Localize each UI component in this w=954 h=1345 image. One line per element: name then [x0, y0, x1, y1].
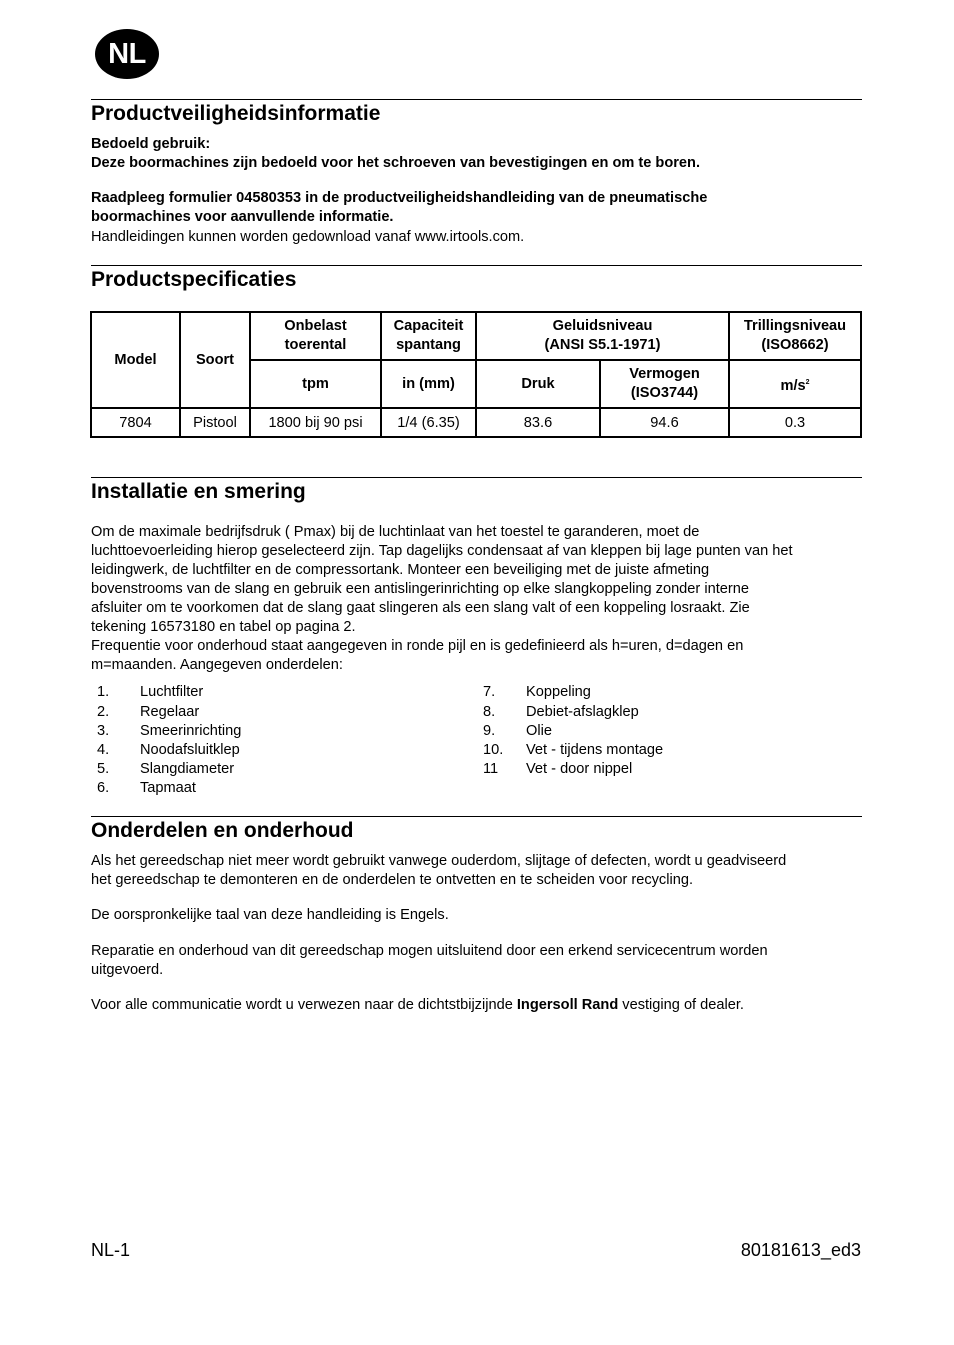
header-chuck: [381, 312, 476, 360]
list-item: Debiet-afslagklep: [526, 704, 639, 720]
unit-ms-text: m/s: [780, 377, 806, 394]
header-vibration-l1: Trillingsniveau: [743, 318, 847, 334]
list-item: Noodafsluitklep: [140, 742, 240, 758]
header-sound-l1: Geluidsniveau: [552, 318, 653, 334]
unit-power-l2: (ISO3744): [630, 385, 699, 401]
list-item: Vet - tijdens montage: [526, 742, 664, 758]
list-item-number: 8.: [483, 704, 496, 720]
language-badge: NL: [95, 29, 159, 79]
list-item: Olie: [526, 723, 552, 739]
header-free-speed: [250, 312, 381, 360]
header-chuck-l2: spantang: [396, 337, 461, 353]
unit-pressure: Druk: [476, 360, 600, 408]
spec-table: [90, 311, 862, 438]
unit-ms: [729, 360, 861, 408]
intended-use-text: Deze boormachines zijn bedoeld voor het schroeven van bevestigingen en om te boren.: [91, 155, 701, 171]
parts-paragraph-1-line-1: Als het gereedschap niet meer wordt gebruikt vanwege ouderdom, slijtage of defecten, wordt u geadviseerd: [91, 853, 787, 869]
cell-model: 7804: [91, 408, 180, 437]
install-text-line: afsluiter om te voorkomen dat de slang gaat slingeren als een slang valt of een koppeling losraakt. Zie: [91, 600, 750, 616]
download-note: Handleidingen kunnen worden gedownload vanaf www.irtools.com.: [91, 229, 525, 245]
install-text-line: Om de maximale bedrijfsdruk ( Pmax) bij de luchtinlaat van het toestel te garanderen, moet de: [91, 524, 700, 540]
list-item: Tapmaat: [140, 780, 196, 796]
parts-paragraph-1-line-2: het gereedschap te demonteren en de onderdelen te ontvetten en te scheiden voor recycling.: [91, 872, 693, 888]
brand-name: Ingersoll Rand: [516, 997, 619, 1013]
list-item: Regelaar: [140, 704, 200, 720]
header-vibration-l2: (ISO8662): [761, 337, 829, 353]
page-number: NL-1: [91, 1240, 131, 1260]
list-item-number: 10.: [483, 742, 504, 758]
parts-paragraph-4-post: vestiging of dealer.: [618, 997, 744, 1013]
list-item-number: 11: [483, 761, 499, 777]
cell-power: 94.6: [600, 408, 729, 437]
section-divider: [91, 99, 862, 100]
parts-paragraph-3-line-2: uitgevoerd.: [91, 962, 164, 978]
list-item-number: 4.: [97, 742, 110, 758]
cell-speed: 1800 bij 90 psi: [250, 408, 381, 437]
table-row: [91, 408, 861, 437]
header-free-speed-l2: toerental: [284, 337, 347, 353]
unit-power-l1: Vermogen: [629, 366, 700, 382]
cell-pressure: 83.6: [476, 408, 600, 437]
section-title-install: Installatie en smering: [91, 480, 306, 503]
section-divider: [91, 816, 862, 817]
header-sound-l2: (ANSI S5.1-1971): [544, 337, 661, 353]
list-item-number: 5.: [97, 761, 110, 777]
header-chuck-l1: Capaciteit: [393, 318, 464, 334]
install-text-line: luchttoevoerleiding hierop geselecteerd zijn. Tap dagelijks condensaat af van kleppen bij lage punten van het: [91, 543, 793, 559]
section-divider: [91, 265, 862, 266]
install-text-line: leidingwerk, de luchtfilter en de compressortank. Monteer een beveiliging met de juiste afmeting: [91, 562, 710, 578]
intended-use-label: Bedoeld gebruik:: [91, 136, 211, 152]
header-type: Soort: [180, 312, 250, 408]
header-free-speed-l1: Onbelast: [284, 318, 347, 334]
list-item: Vet - door nippel: [526, 761, 633, 777]
section-title-parts: Onderdelen en onderhoud: [91, 819, 354, 842]
section-divider: [91, 477, 862, 478]
list-item-number: 9.: [483, 723, 496, 739]
unit-rpm: tpm: [250, 360, 381, 408]
install-text-line: bovenstrooms van de slang en gebruik een antislingerinrichting op elke slangkoppeling zonder interne: [91, 581, 749, 597]
header-model: Model: [91, 312, 180, 408]
parts-paragraph-3-line-1: Reparatie en onderhoud van dit gereedschap mogen uitsluitend door een erkend servicecentrum worden: [91, 943, 768, 959]
cell-chuck: 1/4 (6.35): [381, 408, 476, 437]
header-sound: [476, 312, 729, 360]
parts-paragraph-4-pre: Voor alle communicatie wordt u verwezen naar de dichtstbijzijnde: [91, 997, 517, 1013]
install-text-line: Frequentie voor onderhoud staat aangegeven in ronde pijl en is gedefinieerd als h=uren, d=dagen en: [91, 638, 744, 654]
refer-line-2: boormachines voor aanvullende informatie.: [91, 209, 394, 225]
list-item-number: 3.: [97, 723, 110, 739]
header-vibration: [729, 312, 861, 360]
refer-line-1: Raadpleeg formulier 04580353 in de productveiligheidshandleiding van de pneumatische: [91, 190, 708, 206]
cell-type: Pistool: [180, 408, 250, 437]
list-item: Slangdiameter: [140, 761, 235, 777]
list-item-number: 1.: [97, 684, 110, 700]
document-number: 80181613_ed3: [740, 1240, 861, 1260]
install-text-line: tekening 16573180 en tabel op pagina 2.: [91, 619, 356, 635]
unit-ms-sup: 2: [805, 378, 810, 386]
section-title-safety: Productveiligheidsinformatie: [91, 102, 381, 125]
cell-vibration: 0.3: [729, 408, 861, 437]
unit-inmm: in (mm): [381, 360, 476, 408]
unit-power: [600, 360, 729, 408]
list-item-number: 7.: [483, 684, 496, 700]
install-text-line: m=maanden. Aangegeven onderdelen:: [91, 657, 343, 673]
section-title-specs: Productspecificaties: [91, 268, 297, 291]
list-item: Smeerinrichting: [140, 723, 242, 739]
parts-paragraph-2: De oorspronkelijke taal van deze handleiding is Engels.: [91, 907, 449, 923]
list-item: Luchtfilter: [140, 684, 204, 700]
list-item: Koppeling: [526, 684, 591, 700]
list-item-number: 2.: [97, 704, 110, 720]
list-item-number: 6.: [97, 780, 110, 796]
parts-paragraph-4: [91, 996, 744, 1015]
